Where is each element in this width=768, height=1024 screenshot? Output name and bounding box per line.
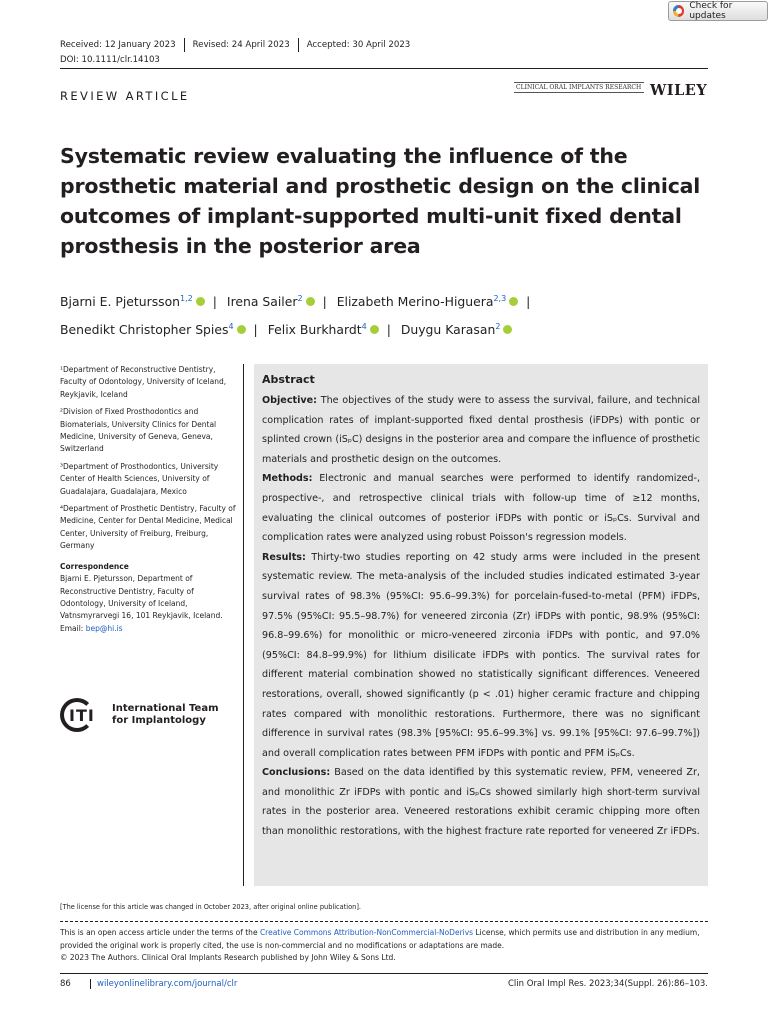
correspondence-address: Bjarni E. Pjetursson, Department of Reconstructive Dentistry, Faculty of Odontology, University of Iceland, Vatnsmyrarvegi 16, 101 Reykjavik, Iceland. bbox=[60, 574, 223, 621]
orcid-icon[interactable] bbox=[503, 325, 512, 334]
author[interactable] bbox=[268, 322, 381, 337]
iti-wordmark-line1: International Team bbox=[112, 703, 219, 714]
iti-logo bbox=[60, 698, 219, 732]
affiliation: ²Division of Fixed Prosthodontics and Biomaterials, University Clinics for Dental Medicine, University of Geneva, Geneva, Switzerland bbox=[60, 407, 217, 454]
author-name: Bjarni E. Pjetursson bbox=[60, 294, 181, 309]
conclusions-label: Conclusions: bbox=[262, 767, 331, 779]
affiliation: ¹Department of Reconstructive Dentistry, Faculty of Odontology, University of Iceland, Reykjavik, Iceland bbox=[60, 365, 227, 399]
abstract-methods bbox=[262, 469, 700, 547]
revised-date: Revised: 24 April 2023 bbox=[184, 38, 298, 52]
crossmark-icon bbox=[673, 5, 684, 17]
check-for-updates-button[interactable] bbox=[668, 1, 768, 21]
author-affiliation-ref[interactable]: 2,3 bbox=[493, 294, 507, 303]
abstract-heading: Abstract bbox=[262, 373, 315, 386]
author[interactable] bbox=[60, 322, 248, 337]
orcid-icon[interactable] bbox=[196, 297, 205, 306]
article-type: REVIEW ARTICLE bbox=[60, 89, 190, 103]
author-name: Elizabeth Merino-Higuera bbox=[336, 294, 494, 309]
correspondence-email bbox=[60, 623, 236, 635]
author[interactable] bbox=[227, 294, 317, 309]
iti-letters: ITI bbox=[69, 706, 95, 725]
iti-emblem-icon bbox=[60, 698, 106, 732]
license-change-note: [The license for this article was changed in October 2023, after original online publication]. bbox=[60, 903, 362, 911]
affiliation: ³Department of Prosthodontics, University Center of Health Sciences, University of Guadalajara, Guadalajara, Mexico bbox=[60, 461, 219, 496]
iti-wordmark-line2: for Implantology bbox=[112, 715, 206, 726]
iti-wordmark bbox=[112, 703, 219, 727]
abstract-objective bbox=[262, 391, 700, 469]
journal-url-link[interactable]: wileyonlinelibrary.com/journal/clr bbox=[90, 979, 237, 989]
license-statement bbox=[60, 927, 708, 965]
orcid-icon[interactable] bbox=[306, 297, 315, 306]
article-dates bbox=[60, 38, 418, 52]
article-title: Systematic review evaluating the influence of the prosthetic material and prosthetic design on the clinical outcomes of implant-supported multi-unit fixed dental prosthesis in the posterior area bbox=[60, 144, 701, 258]
doi: DOI: 10.1111/clr.14103 bbox=[60, 55, 160, 65]
objective-text: The objectives of the study were to assess the survival, failure, and technical complication rates of implant-supported fixed dental prosthesis (iFDPs) with pontic or splinted crown (iSₚC) designs in the posterior area and compare the influence of prosthetic materials and prosthetic design on the outcomes. bbox=[262, 395, 700, 465]
copyright-line: © 2023 The Authors. Clinical Oral Implants Research published by John Wiley & Sons Ltd. bbox=[60, 953, 396, 963]
author-list: Bjarni E. Pjetursson$^{1,2}$ | Irena Sailer$^2$ | Elizabeth Merino-Higuera$^{2,3}$ | Benedikt Christopher Spies$^4$ | Felix Burkhardt$^4$ | Duygu Karasan$^2$ bbox=[60, 294, 531, 337]
methods-text: Electronic and manual searches were performed to identify randomized-, prospective-, and retrospective clinical trials with follow-up time of ≥12 months, evaluating the clinical outcomes of posterior iFDPs with pontic or iSₚCs. Survival and complication rates were analyzed using robust Poisson's regression models. bbox=[262, 473, 700, 544]
author-name: Felix Burkhardt bbox=[267, 322, 362, 337]
license-text-before: This is an open access article under the terms of the bbox=[60, 928, 260, 937]
journal-citation: Clin Oral Impl Res. 2023;34(Suppl. 26):86–103. bbox=[508, 979, 708, 989]
author[interactable] bbox=[60, 294, 207, 309]
author-affiliation-ref[interactable]: 2 bbox=[495, 322, 501, 331]
author[interactable] bbox=[401, 322, 515, 337]
orcid-icon[interactable] bbox=[509, 297, 518, 306]
email-label: Email: bbox=[60, 623, 86, 633]
author[interactable] bbox=[337, 294, 520, 309]
cc-license-link[interactable]: Creative Commons Attribution-NonCommercial-NoDerivs bbox=[259, 928, 474, 937]
received-date: Received: 12 January 2023 bbox=[60, 40, 176, 50]
journal-name-logo: CLINICAL ORAL IMPLANTS RESEARCH bbox=[514, 82, 644, 93]
license-text-after: License, which permits use and distribution in any medium, provided the original work is properly cited, the use is non-commercial and no modifications or adaptations are made. bbox=[60, 928, 700, 950]
author-affiliation-ref[interactable]: 4 bbox=[228, 322, 234, 331]
author-name: Duygu Karasan bbox=[400, 322, 496, 337]
abstract-conclusions bbox=[262, 763, 700, 841]
abstract-box bbox=[254, 364, 708, 886]
correspondence-heading: Correspondence bbox=[60, 561, 129, 571]
results-label: Results: bbox=[262, 551, 306, 563]
objective-label: Objective: bbox=[262, 395, 317, 406]
email-link[interactable]: bep@hi.is bbox=[85, 623, 123, 633]
footer-divider bbox=[60, 973, 708, 974]
accepted-date: Accepted: 30 April 2023 bbox=[298, 38, 419, 52]
affiliation: ⁴Department of Prosthetic Dentistry, Faculty of Medicine, Center for Dental Medicine, Medical Center, University of Freiburg, Freiburg, Germany bbox=[60, 504, 236, 551]
affiliations-column bbox=[60, 364, 236, 635]
orcid-icon[interactable] bbox=[370, 325, 379, 334]
author-affiliation-ref[interactable]: 4 bbox=[361, 322, 367, 331]
results-text: Thirty-two studies reporting on 42 study arms were included in the present systematic review. The meta-analysis of the included studies indicated estimated 3-year survival rates of 98.3% (95%CI: 95.6–99.3%) for porcelain-fused-to-metal (PFM) iFDPs, 97.5% (95%CI: 95.5–98.7%) for veneered zirconia (Zr) iFDPs with pontic, 98.9% (95%CI: 96.8–99.6%) for monolithic or micro-veneered zirconia iFDPs with pontic, and 97.0% (95%CI: 84.8–99.9%) for lithium disilicate iFDPs with pontics. The survival rates for different material combination showed no statistically significant differences. Veneered restorations, overall, showed significantly (p < .01) higher ceramic fracture and chipping rates compared with monolithic restorations. Furthermore, there was no significant difference in survival rates (98.3% [95%CI: 95.6–99.3%] vs. 99.1% [95%CI: 97.6–99.7%]) and overall complication rates between PFM iFDPs with pontic and PFM iSₚCs. bbox=[262, 551, 700, 759]
methods-label: Methods: bbox=[262, 473, 313, 485]
publisher-logo: WILEY bbox=[650, 82, 708, 99]
orcid-icon[interactable] bbox=[237, 325, 246, 334]
column-divider bbox=[243, 364, 244, 886]
author-affiliation-ref[interactable]: 1,2 bbox=[180, 294, 193, 303]
author-name: Benedikt Christopher Spies bbox=[60, 322, 229, 337]
check-for-updates-label: Check for updates bbox=[689, 1, 733, 21]
license-divider bbox=[60, 921, 708, 922]
conclusions-text: Based on the data identified by this systematic review, PFM, veneered Zr, and monolithic Zr iFDPs with pontic and iSₚCs showed similarly high short-term survival rates in the posterior area. Veneered restorations exhibit ceramic chipping more often than monolithic restorations, with the highest fracture rate reported for veneered Zr iFDPs. bbox=[262, 767, 700, 838]
abstract-results bbox=[262, 548, 700, 764]
page-number: 86 bbox=[60, 979, 71, 989]
author-affiliation-ref[interactable]: 2 bbox=[297, 294, 303, 303]
header-divider bbox=[60, 68, 708, 69]
author-name: Irena Sailer bbox=[226, 294, 298, 309]
